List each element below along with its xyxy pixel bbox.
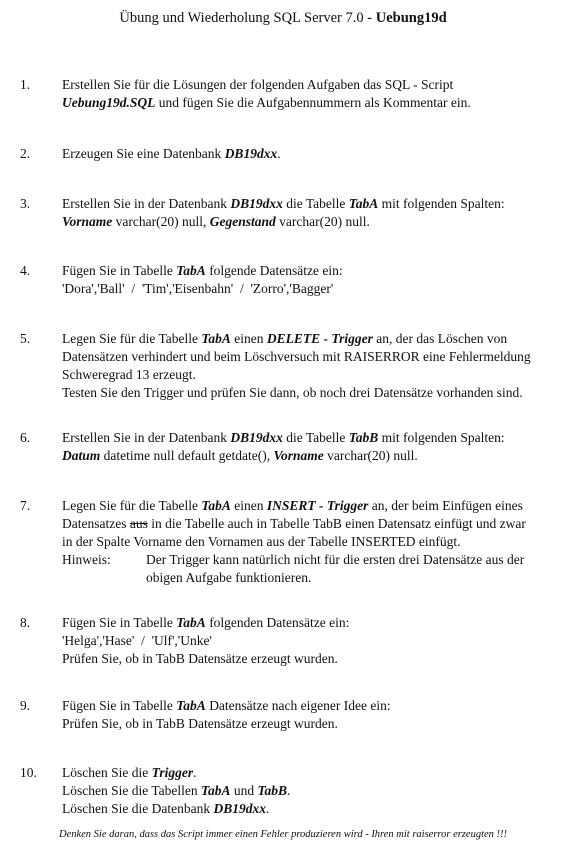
table-name: TabA bbox=[176, 698, 206, 713]
database-name: DB19dxx bbox=[224, 146, 278, 161]
task-3 bbox=[20, 195, 555, 231]
task-number: 10. bbox=[20, 765, 37, 780]
database-name: DB19dxx bbox=[230, 196, 283, 211]
column-name: Vorname bbox=[273, 448, 324, 463]
task-number: 4. bbox=[20, 263, 31, 278]
table-name: TabA bbox=[176, 615, 206, 630]
record-values: 'Dora','Ball' / 'Tim','Eisenbahn' / 'Zorro','Bagger' bbox=[62, 281, 334, 296]
task-number: 8. bbox=[20, 615, 31, 630]
exercise-name: Uebung19d bbox=[375, 10, 447, 26]
table-name: TabA bbox=[201, 498, 231, 513]
struck-word: aus bbox=[129, 516, 148, 531]
task-10 bbox=[20, 764, 555, 818]
hint-label: Hinweis: bbox=[62, 552, 111, 567]
hint-text: Der Trigger kann natürlich nicht für die ersten drei Datensätze aus der obigen Aufgabe funktionieren. bbox=[146, 552, 525, 585]
trigger-word: Trigger bbox=[151, 765, 194, 780]
table-name: TabA bbox=[201, 783, 231, 798]
task-number: 6. bbox=[20, 430, 31, 445]
task-number: 7. bbox=[20, 498, 31, 513]
column-name: Gegenstand bbox=[209, 214, 276, 229]
task-7 bbox=[20, 497, 555, 587]
task-number: 5. bbox=[20, 331, 31, 346]
record-values: 'Helga','Hase' / 'Ulf','Unke' bbox=[62, 633, 212, 648]
task-text: Erzeugen Sie eine Datenbank DB19dxx. bbox=[62, 146, 281, 161]
script-name: Uebung19d.SQL bbox=[62, 95, 156, 110]
task-4 bbox=[20, 262, 555, 298]
column-name: Vorname bbox=[62, 214, 113, 229]
task-text: Fügen Sie in Tabelle TabA folgende Datensätze ein: 'Dora','Ball' / 'Tim','Eisenbahn' / 'Zorro','Bagger' bbox=[62, 262, 555, 298]
task-text: Legen Sie für die Tabelle TabA einen INSERT - Trigger an, der beim Einfügen eines Datensatzes aus in die Tabelle auch in Tabelle TabB einen Datensatz einfügt und zwar in der Spalte Vorname den Vornamen aus der Tabelle INSERTED einfügt. Hinweis: Der Trigger kann natürlich nicht für die ersten drei Datensätze aus der obigen Aufgabe funktionieren. bbox=[62, 497, 555, 587]
footer-note: Denken Sie daran, dass das Script immer einen Fehler produzieren wird - Ihren mit raiserror erzeugten !!! bbox=[58, 829, 508, 840]
trigger-type: INSERT - Trigger bbox=[266, 498, 369, 513]
column-name: Datum bbox=[62, 448, 101, 463]
database-name: DB19dxx bbox=[230, 430, 283, 445]
task-text: Fügen Sie in Tabelle TabA Datensätze nach eigener Idee ein: Prüfen Sie, ob in TabB Datensätze erzeugt wurden. bbox=[62, 698, 391, 731]
trigger-type: DELETE - Trigger bbox=[266, 331, 373, 346]
task-text: Legen Sie für die Tabelle TabA einen DELETE - Trigger an, der das Löschen von Datensätzen verhindert und beim Löschversuch mit RAISERROR eine Fehlermeldung Schweregrad 13 erzeugt. Testen Sie den Trigger und prüfen Sie dann, ob noch drei Datensätze vorhanden sind. bbox=[62, 331, 531, 400]
table-name: TabB bbox=[257, 783, 288, 798]
task-number: 1. bbox=[20, 77, 31, 92]
task-1 bbox=[20, 76, 555, 112]
task-8 bbox=[20, 614, 555, 668]
task-number: 2. bbox=[20, 146, 31, 161]
table-name: TabA bbox=[348, 196, 379, 211]
database-name: DB19dxx bbox=[213, 801, 266, 816]
task-number: 9. bbox=[20, 698, 31, 713]
task-2 bbox=[20, 145, 555, 163]
hint bbox=[62, 551, 555, 587]
task-9 bbox=[20, 697, 555, 733]
table-name: TabB bbox=[348, 430, 379, 445]
task-number: 3. bbox=[20, 196, 31, 211]
task-text: Fügen Sie in Tabelle TabA folgenden Datensätze ein: 'Helga','Hase' / 'Ulf','Unke' Prüfen Sie, ob in TabB Datensätze erzeugt wurden. bbox=[62, 614, 555, 668]
task-6 bbox=[20, 429, 555, 465]
task-text: Erstellen Sie in der Datenbank DB19dxx die Tabelle TabB mit folgenden Spalten: Datum datetime null default getdate(), Vorname varchar(20) null. bbox=[62, 430, 505, 463]
task-text: Erstellen Sie für die Lösungen der folgenden Aufgaben das SQL - Script Uebung19d.SQL und fügen Sie die Aufgabennummern als Kommentar ein. bbox=[62, 77, 471, 110]
table-name: TabA bbox=[201, 331, 231, 346]
task-text: Löschen Sie die Trigger. Löschen Sie die Tabellen TabA und TabB. Löschen Sie die Datenbank DB19dxx. bbox=[62, 765, 291, 816]
table-name: TabA bbox=[176, 263, 206, 278]
page-title: Übung und Wiederholung SQL Server 7.0 - Uebung19d bbox=[119, 10, 447, 26]
task-text: Erstellen Sie in der Datenbank DB19dxx die Tabelle TabA mit folgenden Spalten: Vorname varchar(20) null, Gegenstand varchar(20) null. bbox=[62, 196, 505, 229]
task-5 bbox=[20, 330, 555, 402]
